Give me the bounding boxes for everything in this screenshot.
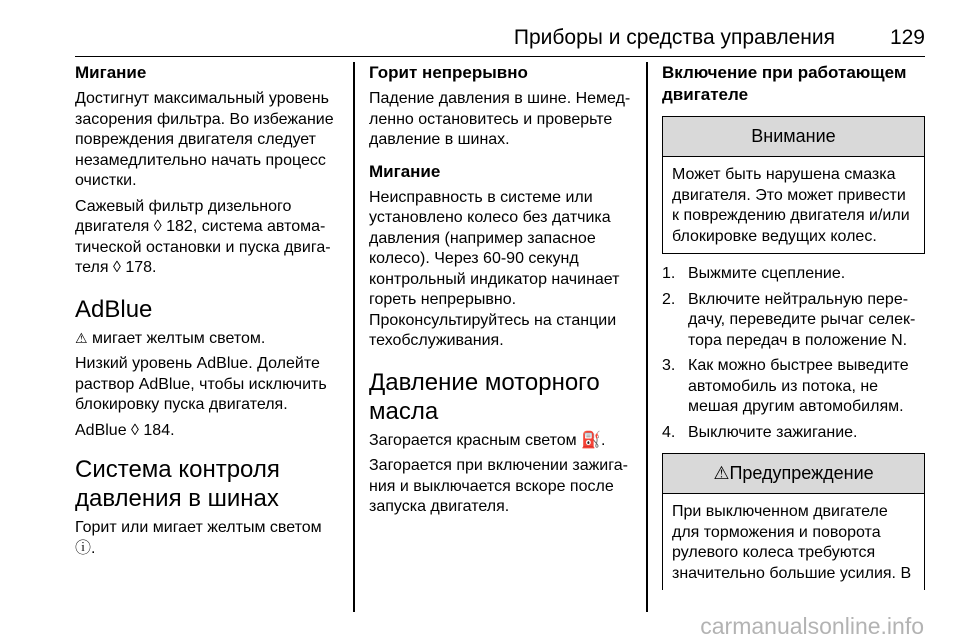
paragraph: Сажевый фильтр дизельного двигателя ◊ 182, система автоматической остановки и пуска двигателя ◊ 178. bbox=[75, 197, 331, 276]
list-item: 1. Выжмите сцепление. bbox=[662, 265, 846, 282]
column-divider bbox=[353, 62, 355, 612]
paragraph: AdBlue ◊ 184. bbox=[75, 421, 175, 439]
page-header bbox=[75, 0, 925, 57]
subheading-steady: Горит непрерывно bbox=[369, 63, 528, 82]
caution-box bbox=[662, 116, 925, 254]
paragraph: Низкий уровень AdBlue. Долейте раствор AdBlue, чтобы исключить блокировку пуска двигателя. bbox=[75, 355, 327, 413]
column-middle bbox=[369, 62, 633, 518]
paragraph: ⚠ мигает желтым светом. bbox=[75, 329, 266, 347]
warning-box-text: При выключенном двигателе для торможения и поворота рулевого колеса требуются значительно большие усилия. В bbox=[672, 503, 912, 582]
heading-adblue: AdBlue bbox=[75, 295, 153, 323]
paragraph: Неисправность в системе или установлено колесо без датчика давления (например запасное колесо). Через 60-90 секунд контрольный индикатор начинает гореть непрерывно. Проконсультируйтесь на станции техобслуживания. bbox=[369, 188, 620, 349]
warning-box-title: ⚠Предупреждение bbox=[663, 454, 924, 494]
page-number: 129 bbox=[889, 26, 925, 49]
column-right bbox=[662, 62, 925, 590]
subheading-blinking: Мигание bbox=[369, 161, 441, 181]
watermark: carmanualsonline.info bbox=[700, 613, 924, 639]
column-divider bbox=[646, 62, 648, 612]
adblue-warning-icon: ⚠ bbox=[75, 330, 88, 347]
caution-box-title: Внимание bbox=[663, 117, 924, 157]
caution-box-text: Может быть нарушена смазка двигателя. Это может привести к повреждению двигателя и/или блокировке ведущих колес. bbox=[672, 166, 910, 245]
list-item: 3. Как можно быстрее выведите автомобиль из потока, не мешая другим автомобилям. bbox=[662, 357, 909, 415]
list-item: 2. Включите нейтральную передачу, переведите рычаг селектора передач в положение N. bbox=[662, 290, 916, 349]
paragraph: Достигнут максимальный уровень засорения фильтра. Во избежание повреждения двигателя следует незамедлительно начать процесс очистки. bbox=[75, 90, 334, 189]
column-left bbox=[75, 62, 343, 559]
list-item: 4. Выключите зажигание. bbox=[662, 423, 858, 441]
subheading-blinking: Мигание bbox=[75, 63, 147, 82]
paragraph: Падение давления в шине. Немедленно остановитесь и проверьте давление в шинах. bbox=[369, 90, 631, 148]
heading-tire-pressure: Система контроля давления в шинах bbox=[75, 456, 280, 512]
heading-oil-pressure: Давление моторного масла bbox=[369, 368, 600, 425]
paragraph: Загорается красным светом ⛽. bbox=[369, 431, 606, 449]
subheading-engine-running: Включение при работающем двигателе bbox=[662, 63, 907, 104]
paragraph: Горит или мигает желтым светом ⓘ. bbox=[75, 519, 322, 557]
steps-list bbox=[662, 264, 925, 443]
warning-box bbox=[662, 453, 925, 590]
paragraph: Загорается при включении зажигания и выключается вскоре после запуска двигателя. bbox=[369, 457, 628, 515]
page-title: Приборы и средства управления bbox=[513, 26, 835, 49]
